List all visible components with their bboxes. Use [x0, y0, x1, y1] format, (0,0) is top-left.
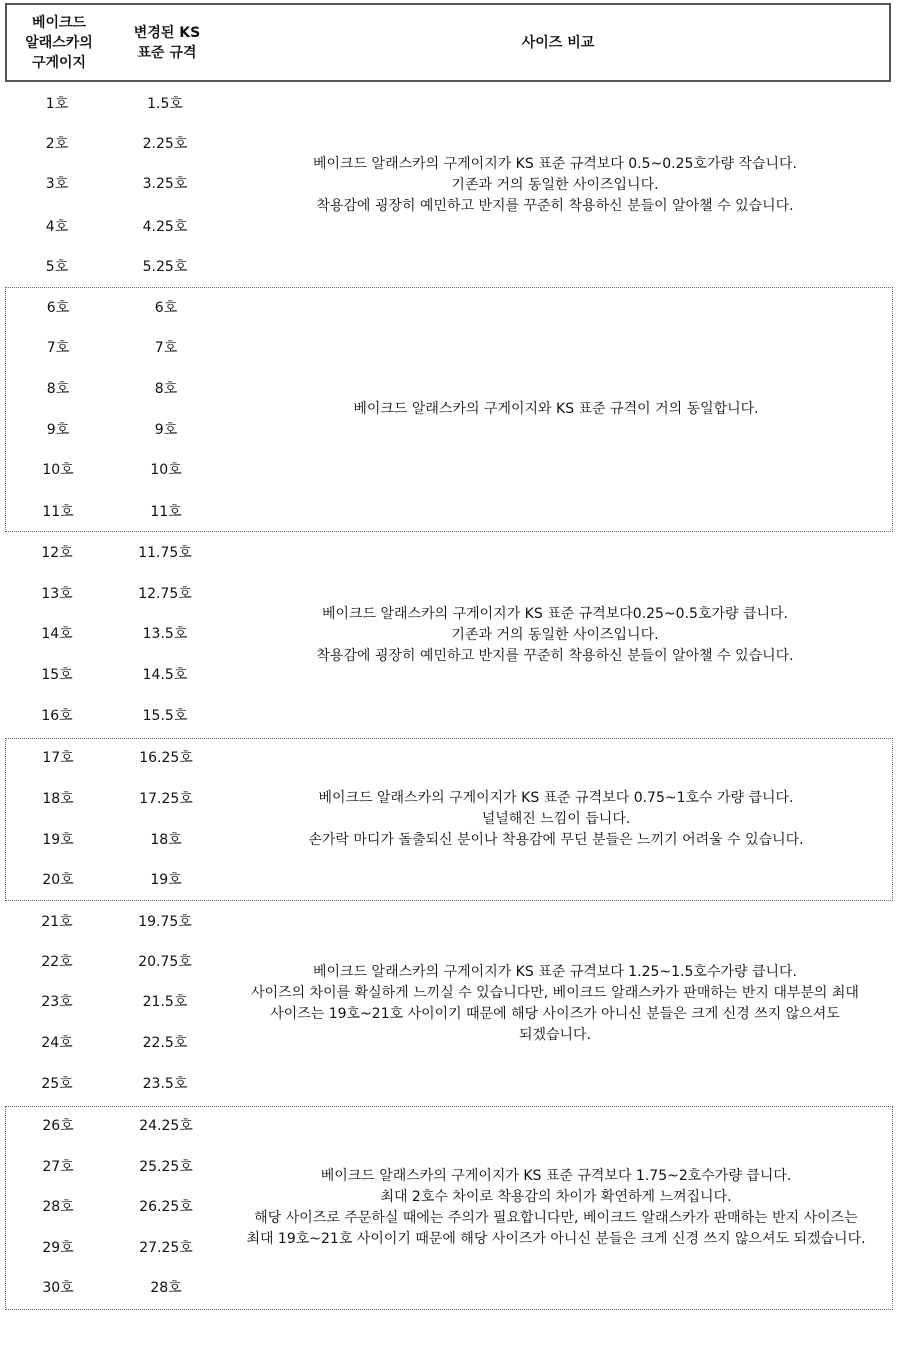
description-line: 손가락 마디가 돌출되신 분이나 착용감에 무딘 분들은 느끼기 어려울 수 있습니다.: [308, 832, 804, 848]
ks-standard-size: 20.75호: [138, 954, 192, 970]
ks-standard-size: 23.5호: [142, 1076, 188, 1092]
description-line: 베이크드 알래스카의 구게이지가 KS 표준 규격보다 1.25~1.5호수가량 큽니다.: [313, 964, 797, 980]
old-gauge-size: 11호: [42, 504, 74, 520]
old-gauge-size: 20호: [42, 872, 74, 888]
ks-standard-size: 5.25호: [142, 259, 188, 275]
size-group: [5, 86, 893, 285]
old-gauge-size: 15호: [41, 667, 73, 683]
size-comparison-description: [222, 288, 890, 531]
old-gauge-size: 8호: [46, 381, 70, 397]
old-gauge-size: 24호: [41, 1035, 73, 1051]
description-line: 최대 2호수 차이로 착용감의 차이가 확연하게 느껴집니다.: [380, 1189, 732, 1205]
ks-standard-size: 13.5호: [142, 626, 188, 642]
old-gauge-size: 16호: [41, 708, 73, 724]
old-gauge-size: 30호: [42, 1280, 74, 1296]
old-gauge-size: 5호: [45, 259, 69, 275]
ks-standard-size: 4.25호: [142, 219, 188, 235]
size-comparison-description: [221, 905, 889, 1103]
size-group: [5, 1106, 893, 1310]
description-line: 되겠습니다.: [518, 1027, 592, 1043]
header-old-gauge: [7, 5, 111, 80]
table-header: [5, 3, 891, 82]
old-gauge-size: 13호: [41, 586, 73, 602]
description-line: 널널해진 느낌이 듭니다.: [481, 811, 631, 827]
old-gauge-size: 19호: [42, 832, 74, 848]
size-comparison-description: [222, 739, 890, 900]
header-old-gauge-line: 구게이지: [31, 54, 87, 71]
old-gauge-size: 23호: [41, 994, 73, 1010]
ks-standard-size: 7호: [154, 340, 178, 356]
description-line: 사이즈는 19호~21호 사이이기 때문에 해당 사이즈가 아니신 분들은 크게 신경 쓰지 않으셔도: [270, 1006, 840, 1022]
ks-standard-size: 9호: [154, 422, 178, 438]
ks-standard-size: 27.25호: [139, 1240, 193, 1256]
description-line: 해당 사이즈로 주문하실 때에는 주의가 필요합니다만, 베이크드 알래스카가 판매하는 반지 사이즈는: [254, 1210, 858, 1226]
ks-standard-size: 24.25호: [139, 1118, 193, 1134]
description-line: 사이즈의 차이를 확실하게 느끼실 수 있습니다만, 베이크드 알래스카가 판매하는 반지 대부분의 최대: [251, 985, 859, 1001]
size-group: [5, 905, 893, 1103]
ks-standard-size: 1.5호: [147, 96, 183, 112]
description-line: 기존과 거의 동일한 사이즈입니다.: [451, 177, 659, 193]
ks-standard-size: 16.25호: [139, 750, 193, 766]
size-comparison-description: [221, 536, 889, 734]
header-old-gauge-line: 베이크드: [31, 14, 87, 31]
ks-standard-size: 12.75호: [138, 586, 192, 602]
ks-standard-size: 6호: [154, 300, 178, 316]
description-line: 베이크드 알래스카의 구게이지가 KS 표준 규격보다 1.75~2호수가량 큽니다.: [320, 1168, 792, 1184]
size-comparison-description: [222, 1107, 890, 1309]
old-gauge-size: 14호: [41, 626, 73, 642]
header-ks-standard-line: 변경된 KS: [133, 24, 201, 41]
ks-standard-size: 19.75호: [138, 914, 192, 930]
old-gauge-size: 27호: [42, 1159, 74, 1175]
size-group: [5, 287, 893, 532]
description-line: 베이크드 알래스카의 구게이지와 KS 표준 규격이 거의 동일합니다.: [353, 401, 759, 417]
size-group: [5, 536, 893, 734]
header-size-comparison: 사이즈 비교: [521, 34, 595, 51]
header-ks-standard: [111, 5, 223, 80]
old-gauge-size: 25호: [41, 1076, 73, 1092]
old-gauge-size: 18호: [42, 791, 74, 807]
ks-standard-size: 18호: [150, 832, 182, 848]
ks-standard-size: 25.25호: [139, 1159, 193, 1175]
description-line: 착용감에 굉장히 예민하고 반지를 꾸준히 착용하신 분들이 알아챌 수 있습니다.: [316, 198, 794, 214]
ks-standard-size: 2.25호: [142, 136, 188, 152]
old-gauge-size: 3호: [45, 176, 69, 192]
ks-standard-size: 26.25호: [139, 1199, 193, 1215]
ks-standard-size: 11.75호: [138, 545, 192, 561]
ks-standard-size: 21.5호: [142, 994, 188, 1010]
description-line: 최대 19호~21호 사이이기 때문에 해당 사이즈가 아니신 분들은 크게 신경 쓰지 않으셔도 되겠습니다.: [246, 1231, 866, 1247]
old-gauge-size: 29호: [42, 1240, 74, 1256]
ks-standard-size: 8호: [154, 381, 178, 397]
header-old-gauge-line: 알래스카의: [25, 34, 93, 51]
old-gauge-size: 17호: [42, 750, 74, 766]
ks-standard-size: 17.25호: [139, 791, 193, 807]
ks-standard-size: 28호: [150, 1280, 182, 1296]
old-gauge-size: 26호: [42, 1118, 74, 1134]
ks-standard-size: 14.5호: [142, 667, 188, 683]
header-ks-standard-line: 표준 규격: [137, 44, 197, 61]
old-gauge-size: 7호: [46, 340, 70, 356]
ks-standard-size: 19호: [150, 872, 182, 888]
old-gauge-size: 4호: [45, 219, 69, 235]
ks-standard-size: 3.25호: [142, 176, 188, 192]
description-line: 베이크드 알래스카의 구게이지가 KS 표준 규격보다0.25~0.5호가량 큽니다.: [321, 605, 788, 622]
old-gauge-size: 21호: [41, 914, 73, 930]
old-gauge-size: 12호: [41, 545, 73, 561]
ks-standard-size: 11호: [150, 504, 182, 520]
description-line: 베이크드 알래스카의 구게이지가 KS 표준 규격보다 0.5~0.25호가량 작습니다.: [313, 156, 797, 172]
ks-standard-size: 15.5호: [142, 708, 188, 724]
size-group: [5, 738, 893, 901]
size-comparison-description: [221, 86, 889, 285]
old-gauge-size: 6호: [46, 300, 70, 316]
old-gauge-size: 9호: [46, 422, 70, 438]
old-gauge-size: 28호: [42, 1199, 74, 1215]
description-line: 착용감에 굉장히 예민하고 반지를 꾸준히 착용하신 분들이 알아챌 수 있습니다.: [316, 647, 794, 664]
ks-standard-size: 10호: [150, 462, 182, 478]
old-gauge-size: 22호: [41, 954, 73, 970]
old-gauge-size: 10호: [42, 462, 74, 478]
old-gauge-size: 1호: [45, 96, 69, 112]
ks-standard-size: 22.5호: [142, 1035, 188, 1051]
description-line: 기존과 거의 동일한 사이즈입니다.: [451, 626, 659, 643]
old-gauge-size: 2호: [45, 136, 69, 152]
description-line: 베이크드 알래스카의 구게이지가 KS 표준 규격보다 0.75~1호수 가량 큽니다.: [318, 790, 794, 806]
